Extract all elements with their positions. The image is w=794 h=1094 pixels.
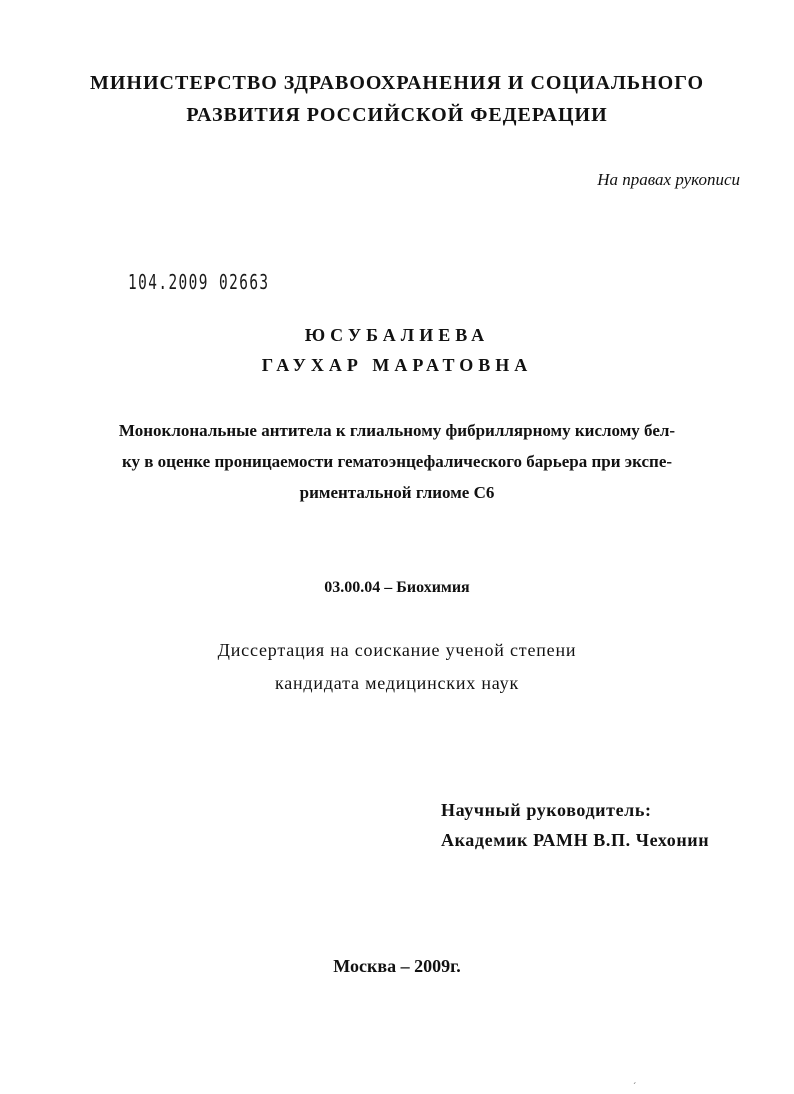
thesis-title-line-3: риментальной глиоме С6 bbox=[299, 483, 495, 502]
rights-note: На правах рукописи bbox=[597, 170, 740, 189]
thesis-title bbox=[110, 415, 684, 508]
ministry-line-2: РАЗВИТИЯ РОССИЙСКОЙ ФЕДЕРАЦИИ bbox=[186, 104, 608, 126]
author-given-names: ГАУХАР МАРАТОВНА bbox=[261, 355, 533, 375]
supervisor-name: Академик РАМН В.П. Чехонин bbox=[441, 830, 710, 850]
dissertation-line-1: Диссертация на соискание ученой степени bbox=[217, 640, 577, 660]
dissertation-line-2: кандидата медицинских наук bbox=[274, 673, 520, 693]
archive-stamp-number: 104.2009 02663 bbox=[128, 270, 270, 294]
supervisor-label: Научный руководитель: bbox=[441, 800, 652, 820]
author-surname: ЮСУБАЛИЕВА bbox=[304, 325, 490, 345]
thesis-title-line-2: ку в оценке проницаемости гематоэнцефалического барьера при экспе- bbox=[121, 452, 673, 471]
ministry-line-1: МИНИСТЕРСТВО ЗДРАВООХРАНЕНИЯ И СОЦИАЛЬНОГО bbox=[89, 72, 705, 94]
scan-mark: ´ bbox=[633, 1082, 637, 1093]
city-year: Москва – 2009г. bbox=[333, 956, 461, 976]
specialty: 03.00.04 – Биохимия bbox=[324, 579, 470, 596]
thesis-title-line-1: Моноклональные антитела к глиальному фибриллярному кислому бел- bbox=[118, 421, 676, 440]
